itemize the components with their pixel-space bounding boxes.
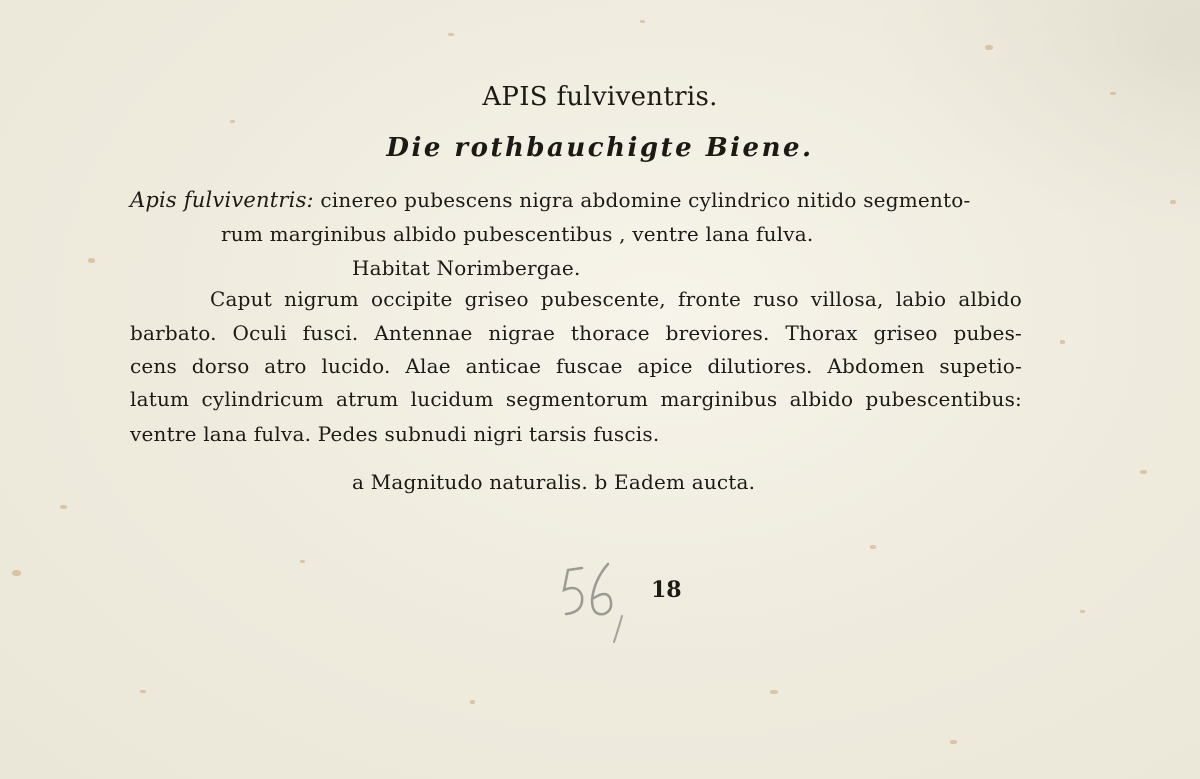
paper-speck — [985, 45, 993, 50]
paper-speck — [870, 545, 876, 549]
paper-speck — [448, 33, 454, 36]
description-line: ventre lana fulva. Pedes subnudi nigri tarsis fuscis. — [130, 422, 660, 446]
definition-line-2: rum marginibus albido pubescentibus , ventre lana fulva. — [221, 222, 814, 246]
figure-caption: a Magnitudo naturalis. b Eadem aucta. — [352, 470, 756, 494]
paper-speck — [470, 700, 475, 704]
description-line: latum cylindricum atrum lucidum segmentorum marginibus albido pubescentibus: — [130, 387, 1022, 411]
paper-speck — [950, 740, 957, 744]
pencil-annotation — [556, 560, 636, 650]
paper-speck — [12, 570, 21, 576]
paper-speck — [770, 690, 778, 694]
paper-speck — [300, 560, 305, 563]
paper-speck — [88, 258, 95, 263]
paper-speck — [60, 505, 67, 509]
paper-speck — [1170, 200, 1176, 204]
paper-speck — [230, 120, 235, 123]
definition-line-1 — [130, 188, 1025, 212]
description-line: cens dorso atro lucido. Alae anticae fuscae apice dilutiores. Abdomen supetio- — [130, 354, 1022, 378]
habitat-line: Habitat Norimbergae. — [352, 256, 581, 280]
description-line: barbato. Oculi fusci. Antennae nigrae thorace breviores. Thorax griseo pubes- — [130, 321, 1022, 345]
page-title: APIS fulviventris. — [482, 82, 718, 112]
page-number: 18 — [651, 577, 682, 603]
description-line: Caput nigrum occipite griseo pubescente, fronte ruso villosa, labio albido — [210, 287, 1022, 311]
paper-speck — [140, 690, 146, 693]
page-subtitle: Die rothbauchigte Biene. — [386, 133, 814, 163]
definition-lead: Apis fulviventris: — [130, 188, 314, 212]
paper-speck — [1080, 610, 1085, 613]
paper-speck — [1140, 470, 1147, 474]
definition-text: cinereo pubescens nigra abdomine cylindrico nitido segmento- — [320, 188, 971, 212]
paper-speck — [640, 20, 645, 23]
paper-speck — [1060, 340, 1065, 344]
